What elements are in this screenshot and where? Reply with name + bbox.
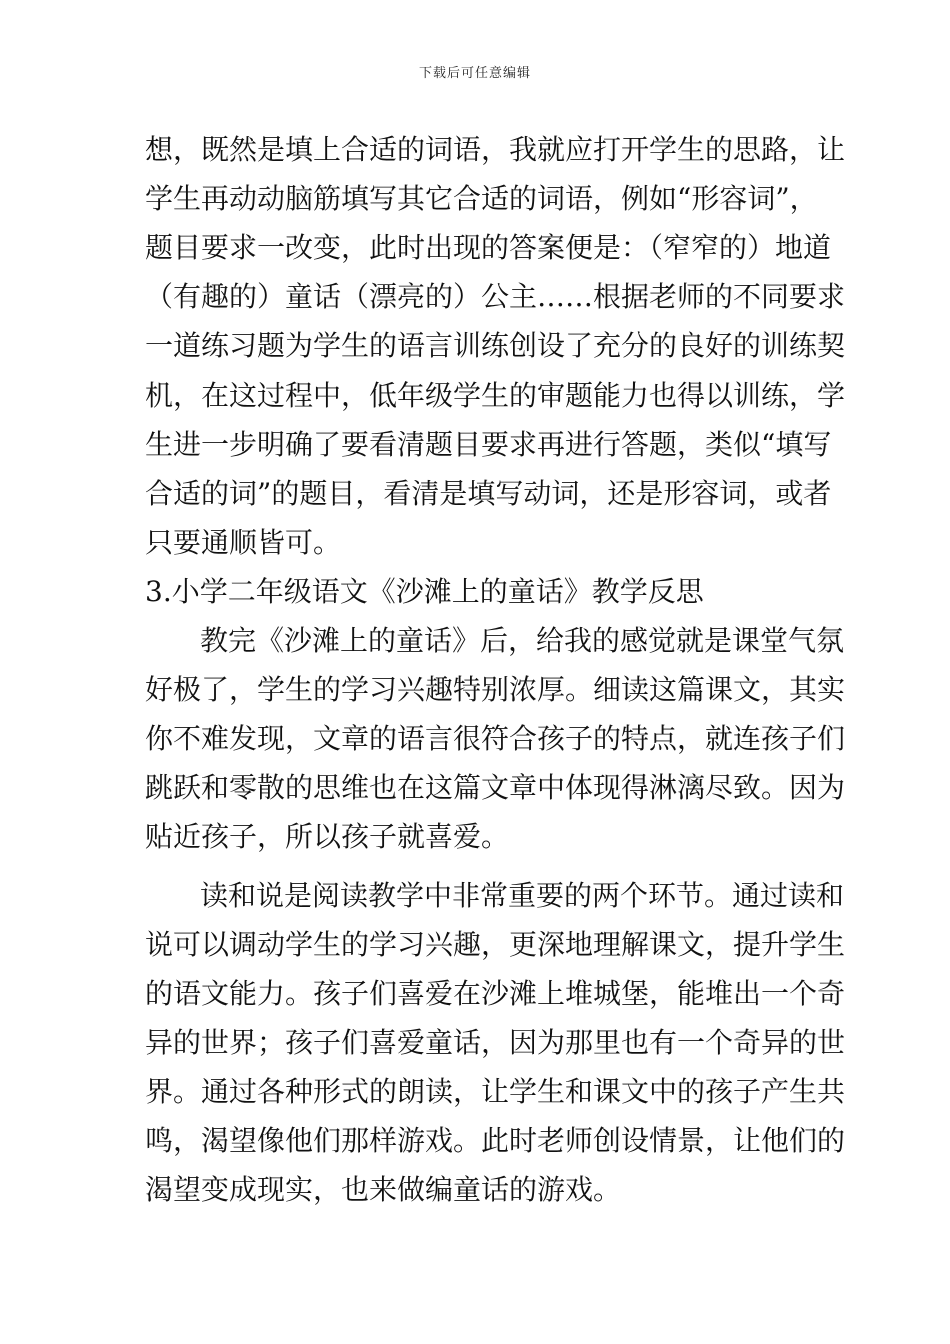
paragraph-end-line: 贴近孩子，所以孩子就喜爱。 — [145, 820, 510, 853]
text-line: 想，既然是填上合适的词语，我就应打开学生的思路，让 — [145, 133, 846, 166]
section-heading: 3.小学二年级语文《沙滩上的童话》教学反思 — [145, 575, 704, 608]
paragraph-end-line: 渴望变成现实，也来做编童话的游戏。 — [145, 1173, 622, 1206]
text-line: 你不难发现，文章的语言很符合孩子的特点，就连孩子们 — [145, 722, 846, 755]
paragraph-end-line: 只要通顺皆可。 — [145, 526, 342, 559]
text-line: 界。通过各种形式的朗读，让学生和课文中的孩子产生共 — [145, 1075, 846, 1108]
page-header: 下载后可任意编辑 — [418, 66, 531, 81]
text-line: （有趣的）童话（漂亮的）公主……根据老师的不同要求 — [145, 280, 846, 313]
text-line: 生进一步明确了要看清题目要求再进行答题，类似“填写 — [145, 428, 832, 461]
text-line: 异的世界；孩子们喜爱童话，因为那里也有一个奇异的世 — [145, 1026, 846, 1059]
text-line: 跳跃和零散的思维也在这篇文章中体现得淋漓尽致。因为 — [145, 771, 846, 804]
paragraph-first-line: 教完《沙滩上的童话》后，给我的感觉就是课堂气氛 — [200, 624, 845, 657]
paragraph-first-line: 读和说是阅读教学中非常重要的两个环节。通过读和 — [200, 879, 845, 912]
text-line: 题目要求一改变，此时出现的答案便是：（窄窄的）地道 — [145, 231, 832, 264]
text-line: 的语文能力。孩子们喜爱在沙滩上堆城堡，能堆出一个奇 — [145, 977, 846, 1010]
text-line: 一道练习题为学生的语言训练创设了充分的良好的训练契 — [145, 329, 846, 362]
text-line: 学生再动动脑筋填写其它合适的词语，例如“形容词”， — [145, 182, 818, 215]
text-line: 机，在这过程中，低年级学生的审题能力也得以训练，学 — [145, 379, 846, 412]
text-line: 说可以调动学生的学习兴趣，更深地理解课文，提升学生 — [145, 928, 846, 961]
text-line: 鸣，渴望像他们那样游戏。此时老师创设情景，让他们的 — [145, 1124, 846, 1157]
text-line: 合适的词”的题目，看清是填写动词，还是形容词，或者 — [145, 477, 832, 510]
text-line: 好极了，学生的学习兴趣特别浓厚。细读这篇课文，其实 — [145, 673, 846, 706]
